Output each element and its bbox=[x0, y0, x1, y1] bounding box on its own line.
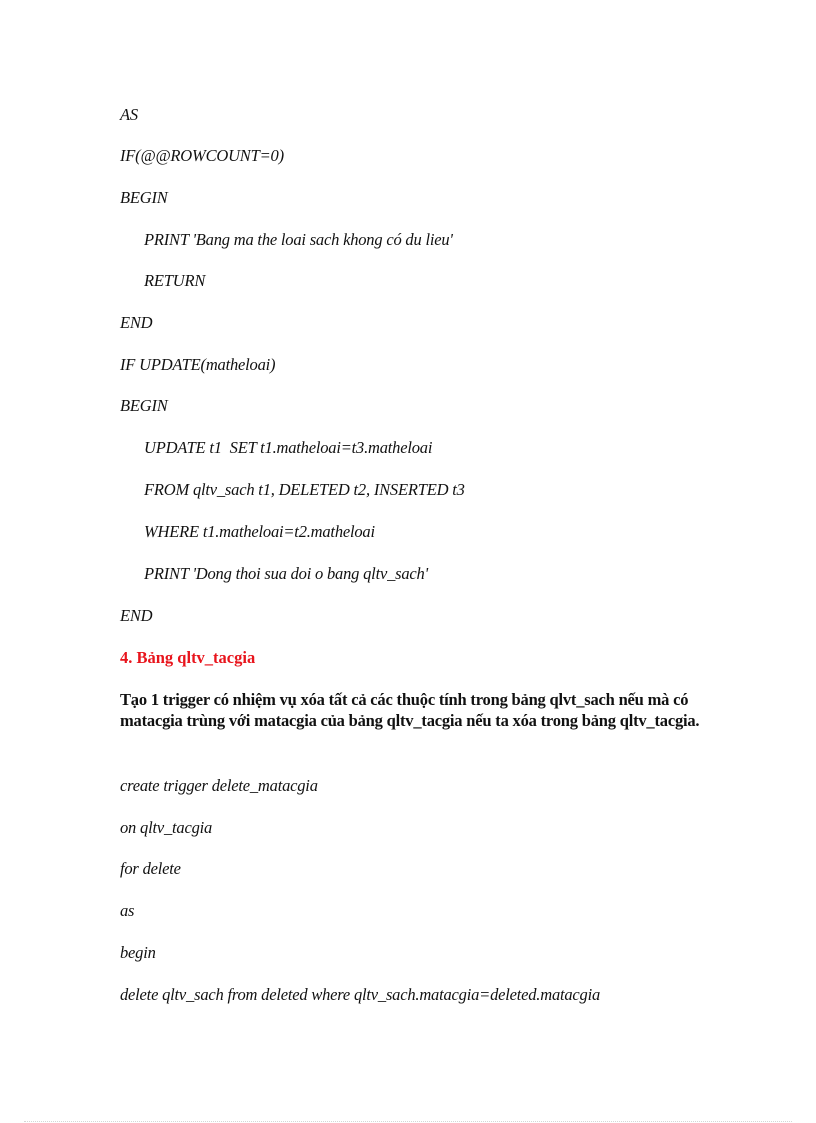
code-line: END bbox=[120, 313, 153, 332]
code-line: IF(@@ROWCOUNT=0) bbox=[120, 146, 284, 165]
code-line: FROM qltv_sach t1, DELETED t2, INSERTED t3 bbox=[144, 480, 465, 499]
description-paragraph: Tạo 1 trigger có nhiệm vụ xóa tất cả các thuộc tính trong bảng qlvt_sach nếu mà có matacgia trùng với matacgia của bảng qltv_tacgia nếu ta xóa trong bảng qltv_tacgia. bbox=[120, 690, 700, 730]
code-line: WHERE t1.matheloai=t2.matheloai bbox=[144, 522, 375, 541]
code-line: on qltv_tacgia bbox=[120, 818, 213, 837]
code-line: END bbox=[120, 606, 153, 625]
code-line: PRINT 'Dong thoi sua doi o bang qltv_sach' bbox=[144, 564, 428, 583]
code-line: UPDATE t1 SET t1.matheloai=t3.matheloai bbox=[144, 438, 433, 457]
page-bottom-divider bbox=[24, 1121, 792, 1122]
section-heading: 4. Bảng qltv_tacgia bbox=[120, 648, 256, 667]
code-line: for delete bbox=[120, 859, 181, 878]
code-line: PRINT 'Bang ma the loai sach khong có du lieu' bbox=[144, 230, 453, 249]
code-line: delete qltv_sach from deleted where qltv_sach.matacgia=deleted.matacgia bbox=[120, 985, 601, 1004]
code-line: BEGIN bbox=[120, 188, 168, 207]
code-line: begin bbox=[120, 943, 156, 962]
code-line: create trigger delete_matacgia bbox=[120, 776, 318, 795]
code-line: IF UPDATE(matheloai) bbox=[120, 355, 276, 374]
code-line: as bbox=[120, 901, 135, 920]
code-line: BEGIN bbox=[120, 396, 168, 415]
code-line: AS bbox=[120, 105, 138, 124]
code-line: RETURN bbox=[144, 271, 206, 290]
